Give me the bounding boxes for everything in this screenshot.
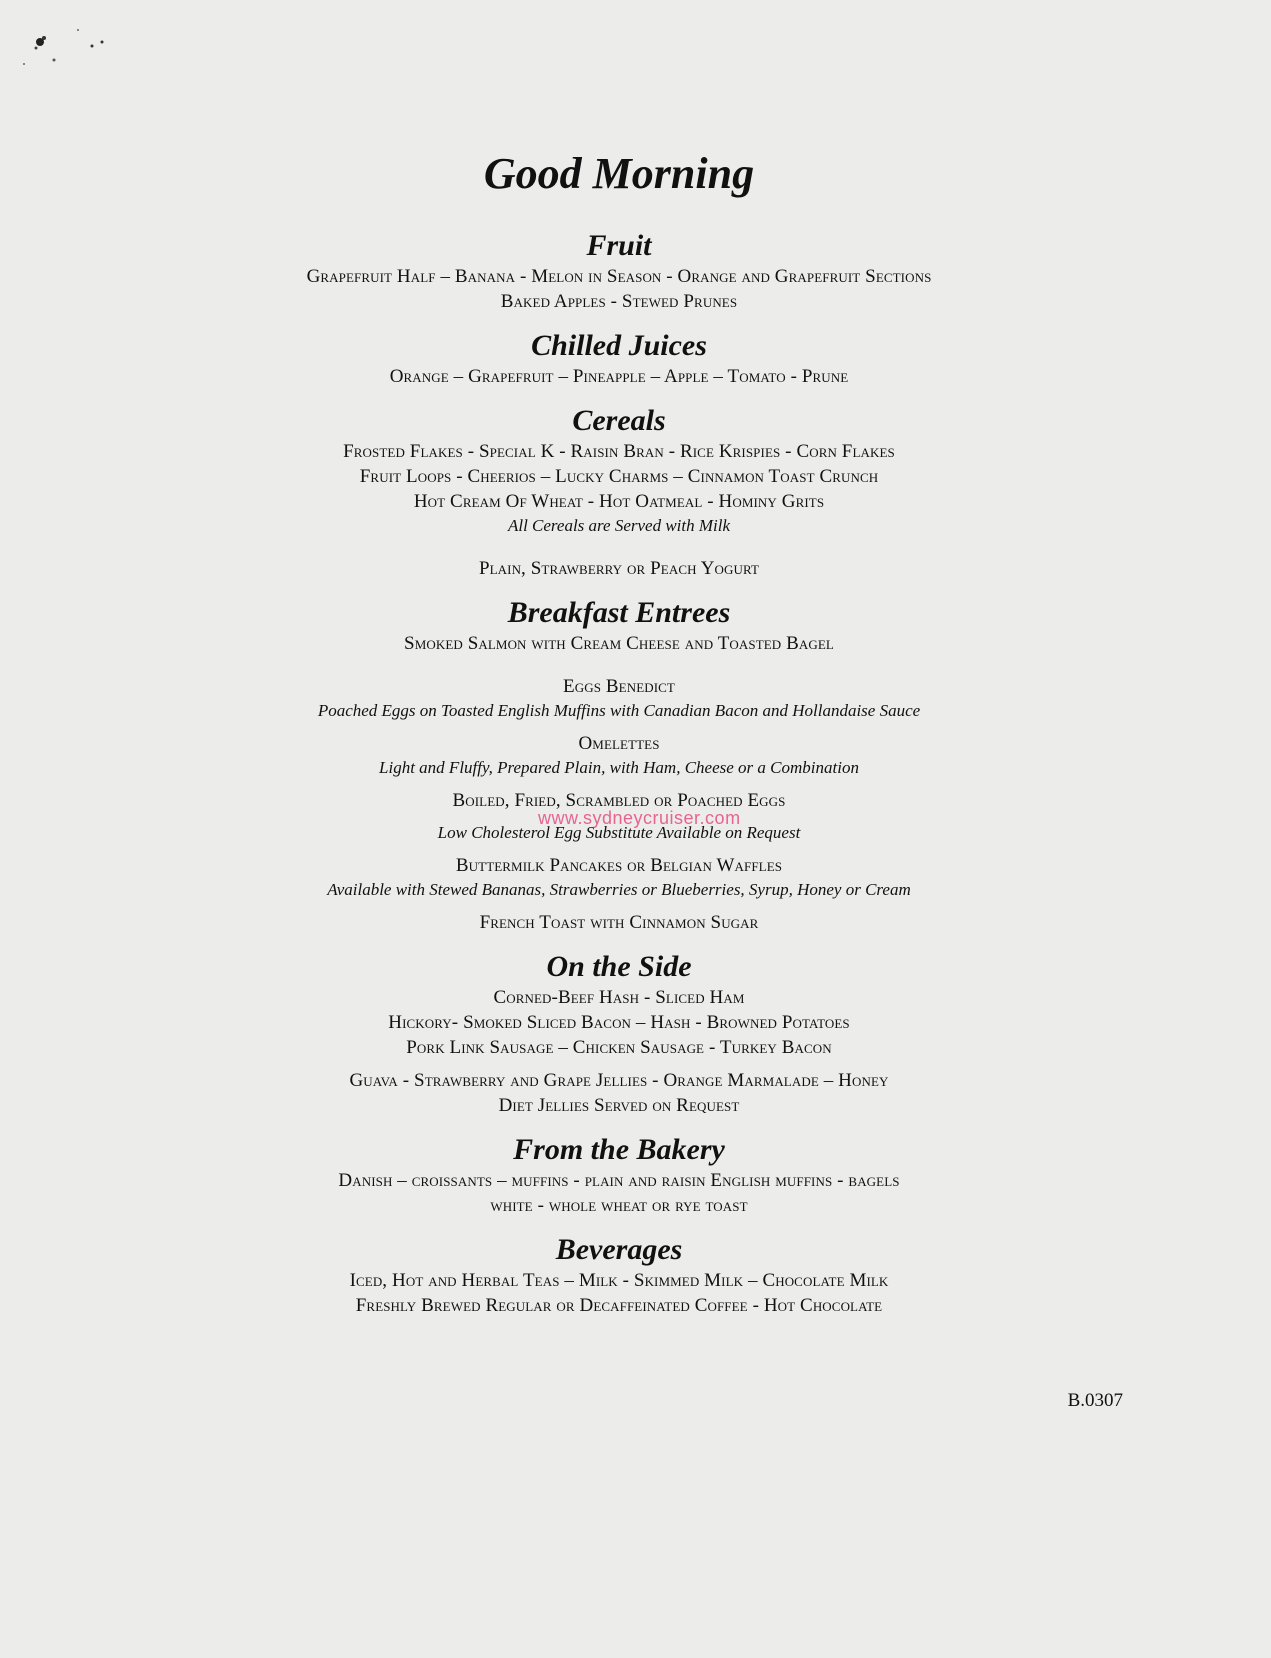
benedict-line: Eggs Benedict xyxy=(563,676,675,697)
yogurt-line: Plain, Strawberry or Peach Yogurt xyxy=(478,558,760,579)
side-line: Pork Link Sausage – Chicken Sausage - Turkey Bacon xyxy=(406,1037,832,1058)
beverages-heading: Beverages xyxy=(555,1233,683,1266)
menu-content xyxy=(0,228,1238,1318)
entrees-heading: Breakfast Entrees xyxy=(507,596,731,629)
beverages-line: Iced, Hot and Herbal Teas – Milk - Skimmed Milk – Chocolate Milk xyxy=(349,1270,889,1291)
cereals-note: All Cereals are Served with Milk xyxy=(507,516,731,535)
bakery-heading: From the Bakery xyxy=(513,1133,725,1166)
jellies-line: Guava - Strawberry and Grape Jellies - Orange Marmalade – Honey xyxy=(349,1070,889,1091)
cereals-line: Fruit Loops - Cheerios – Lucky Charms – Cinnamon Toast Crunch xyxy=(359,466,879,487)
salmon-line: Smoked Salmon with Cream Cheese and Toasted Bagel xyxy=(404,633,834,654)
cereals-heading: Cereals xyxy=(572,404,666,437)
eggs-line: Boiled, Fried, Scrambled or Poached Eggs xyxy=(452,790,786,811)
bakery-line: white - whole wheat or rye toast xyxy=(490,1195,748,1216)
omelettes-note: Light and Fluffy, Prepared Plain, with Ham, Cheese or a Combination xyxy=(379,758,859,777)
page-title: Good Morning xyxy=(483,149,755,198)
pancakes-line: Buttermilk Pancakes or Belgian Waffles xyxy=(455,855,783,876)
benedict-note: Poached Eggs on Toasted English Muffins with Canadian Bacon and Hollandaise Sauce xyxy=(317,701,921,720)
fruit-heading: Fruit xyxy=(586,229,652,262)
eggs-note: Low Cholesterol Egg Substitute Available on Request xyxy=(437,823,801,842)
watermark: www.sydneycruiser.com xyxy=(538,808,741,828)
scan-specks xyxy=(20,22,120,82)
french-toast-line: French Toast with Cinnamon Sugar xyxy=(479,912,759,933)
side-line: Hickory- Smoked Sliced Bacon – Hash - Browned Potatoes xyxy=(388,1012,850,1033)
omelettes-line: Omelettes xyxy=(578,733,660,754)
beverages-line: Freshly Brewed Regular or Decaffeinated Coffee - Hot Chocolate xyxy=(355,1295,883,1316)
fruit-line: Baked Apples - Stewed Prunes xyxy=(500,291,738,312)
bakery-line: Danish – croissants – muffins - plain and raisin English muffins - bagels xyxy=(338,1170,900,1191)
fruit-line: Grapefruit Half – Banana - Melon in Season - Orange and Grapefruit Sections xyxy=(306,266,932,287)
juices-line: Orange – Grapefruit – Pineapple – Apple – Tomato - Prune xyxy=(389,366,849,387)
pancakes-note: Available with Stewed Bananas, Strawberries or Blueberries, Syrup, Honey or Cream xyxy=(327,880,911,899)
jellies-line: Diet Jellies Served on Request xyxy=(498,1095,740,1116)
side-line: Corned-Beef Hash - Sliced Ham xyxy=(493,987,745,1008)
juices-heading: Chilled Juices xyxy=(531,329,707,362)
cereals-line: Hot Cream Of Wheat - Hot Oatmeal - Hominy Grits xyxy=(413,491,825,512)
cereals-line: Frosted Flakes - Special K - Raisin Bran - Rice Krispies - Corn Flakes xyxy=(343,441,895,462)
menu-code: B.0307 xyxy=(1067,1390,1123,1411)
side-heading: On the Side xyxy=(546,950,692,983)
